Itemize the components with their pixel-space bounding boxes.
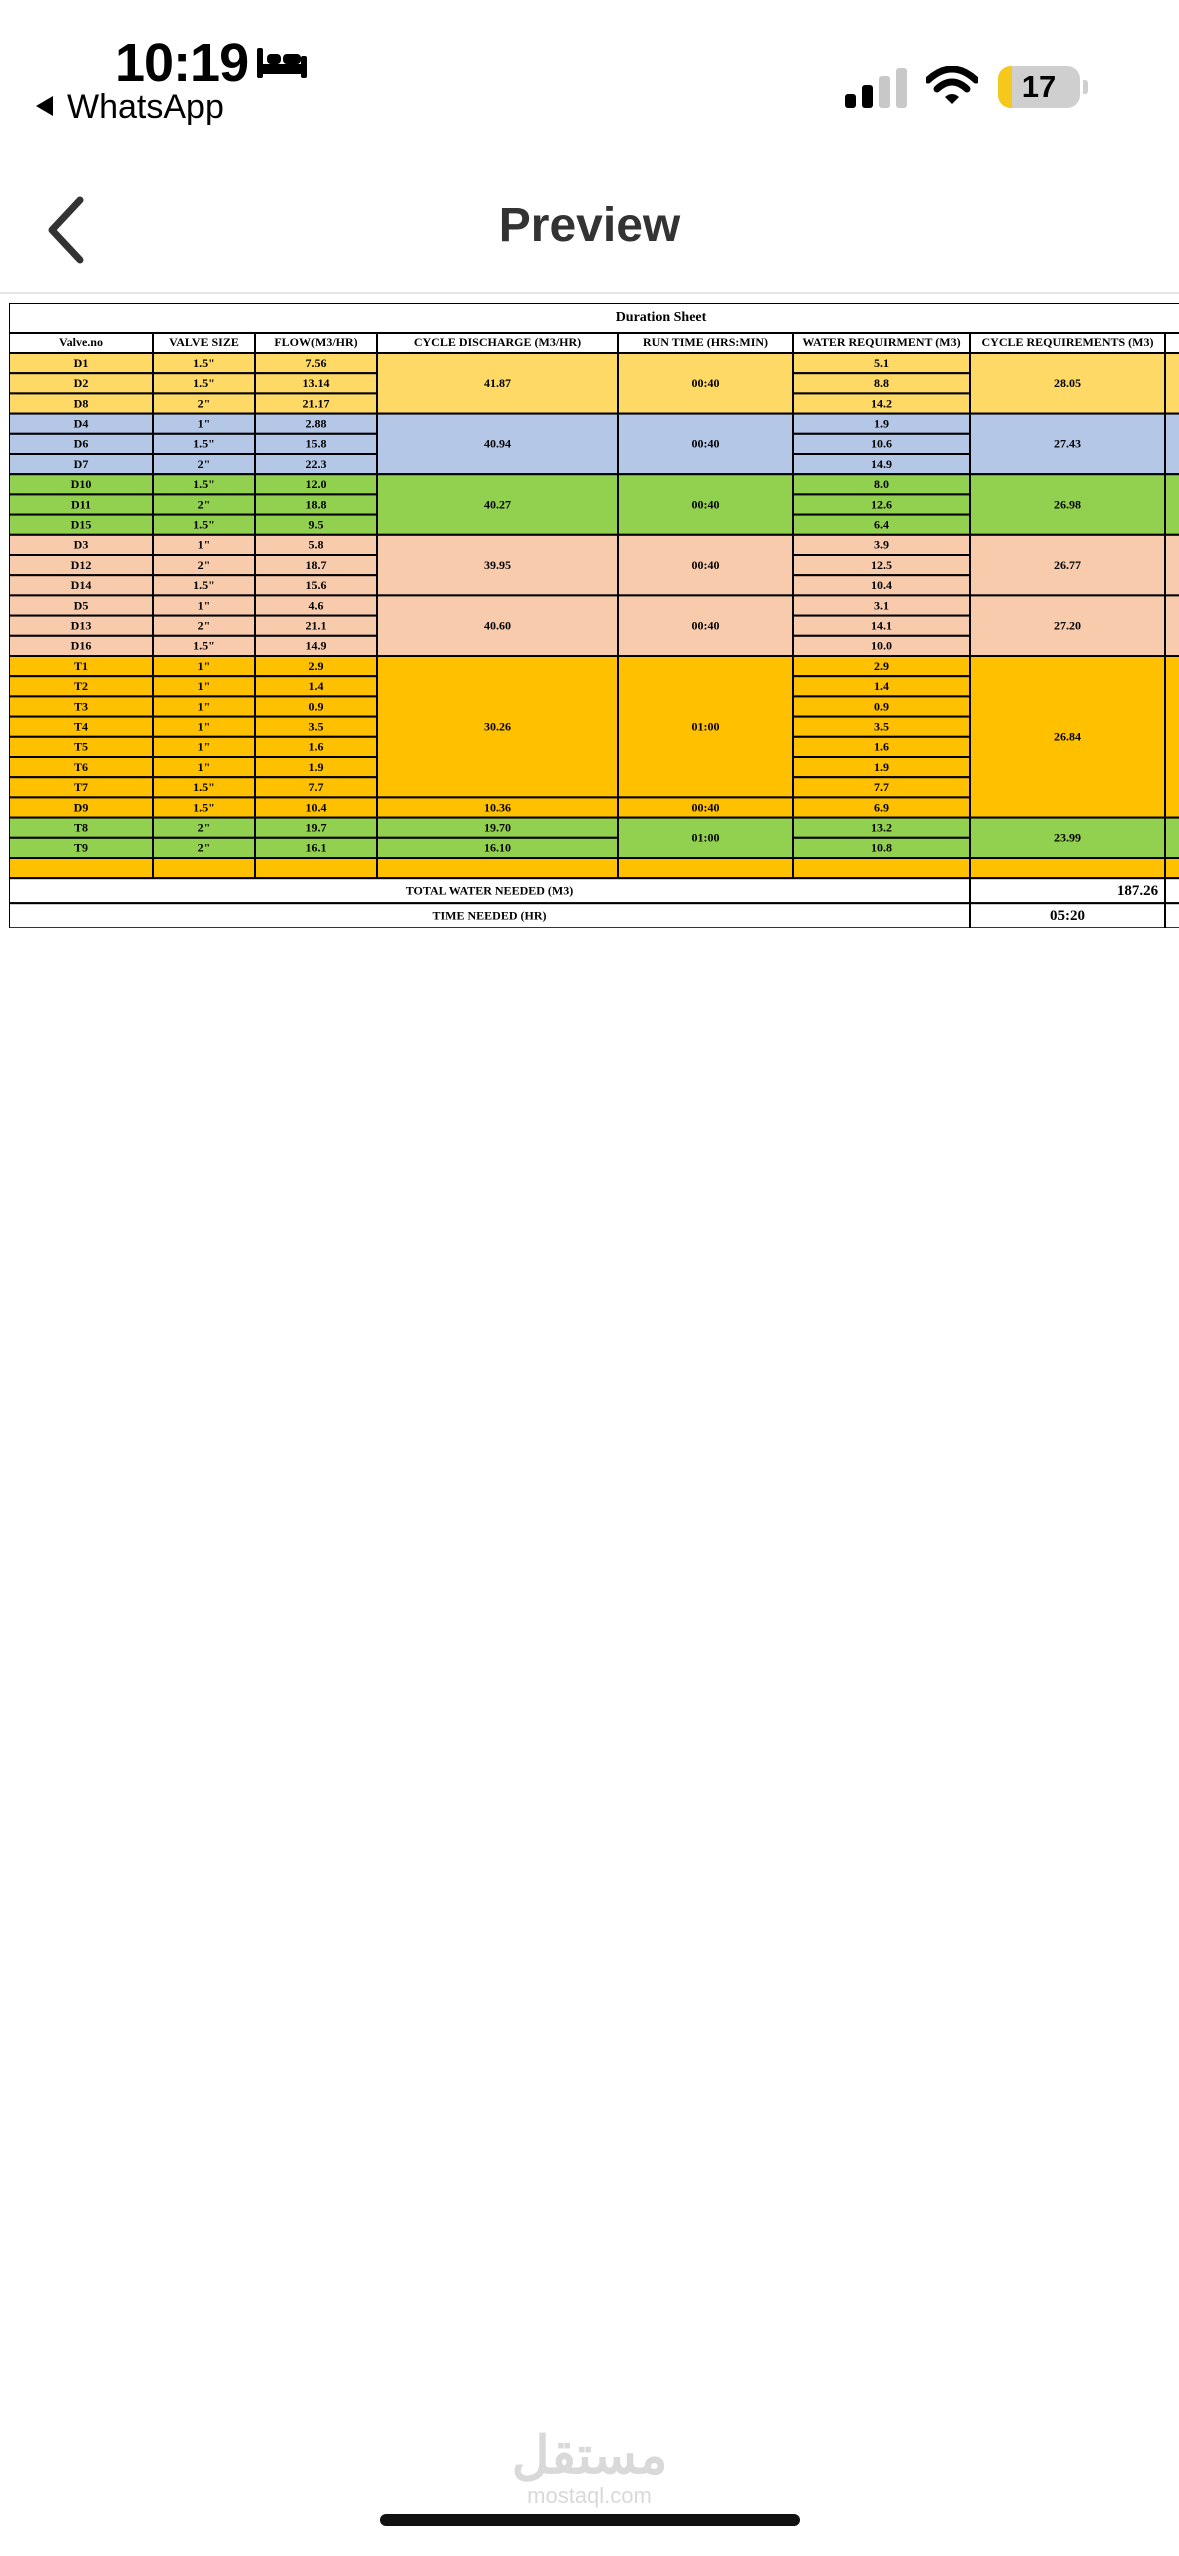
total-label: TOTAL WATER NEEDED (M3) <box>405 883 574 898</box>
cycle-requirement: 26.77 <box>1054 557 1081 572</box>
valve-size: 1.5" <box>193 800 215 815</box>
valve-size: 2" <box>197 497 211 512</box>
water-requirement: 12.5 <box>871 557 892 572</box>
valve-no: D12 <box>70 557 92 572</box>
valve-size: 1" <box>197 739 211 754</box>
nav-divider <box>0 292 1179 294</box>
valve-size: 1.5" <box>193 638 215 653</box>
sheet-title: Duration Sheet <box>615 310 707 326</box>
valve-size: 1.5" <box>193 780 215 795</box>
extra-column-cell <box>1165 656 1179 818</box>
flow-value: 1.6 <box>308 739 324 754</box>
valve-no: D5 <box>73 598 89 613</box>
cellular-signal-icon <box>845 68 907 108</box>
column-header: Valve.no <box>59 334 103 349</box>
flow-value: 21.1 <box>305 618 327 633</box>
valve-no: T5 <box>73 739 89 754</box>
flow-value: 7.7 <box>308 780 324 795</box>
flow-value: 18.8 <box>305 497 327 512</box>
valve-no: D11 <box>70 497 92 512</box>
extra-column-cell <box>1165 818 1179 858</box>
cycle-requirement: 26.98 <box>1054 497 1081 512</box>
valve-size: 1.5" <box>193 376 215 391</box>
cycle-discharge: 19.70 <box>484 820 511 835</box>
valve-no: T1 <box>73 658 89 673</box>
valve-size: 1.5" <box>193 517 215 532</box>
valve-size: 2" <box>197 840 211 855</box>
water-requirement-cell <box>793 858 970 878</box>
valve-size: 1" <box>197 537 211 552</box>
cycle-requirement: 28.05 <box>1054 376 1081 391</box>
water-requirement: 6.9 <box>874 800 889 815</box>
status-time: 10:19 <box>115 33 249 93</box>
valve-size: 2" <box>197 820 211 835</box>
extra-column-cell <box>1165 595 1179 656</box>
valve-no: D10 <box>70 477 92 492</box>
watermark <box>0 2428 1179 2508</box>
flow-value: 1.9 <box>308 759 324 774</box>
cycle-discharge: 40.27 <box>484 497 511 512</box>
water-requirement: 7.7 <box>874 780 889 795</box>
extra-column-cell <box>1165 535 1179 596</box>
extra-column-cell <box>1165 353 1179 414</box>
water-requirement: 10.8 <box>871 840 892 855</box>
back-app-label: WhatsApp <box>67 88 224 126</box>
page-title: Preview <box>498 199 681 252</box>
cycle-requirement: 26.84 <box>1054 729 1081 744</box>
cycle-requirement-cell <box>970 858 1165 878</box>
battery-indicator <box>998 66 1080 108</box>
valve-no: T8 <box>73 820 89 835</box>
flow-value: 10.4 <box>305 800 327 815</box>
cycle-requirement: 27.20 <box>1054 618 1081 633</box>
watermark-latin: mostaql.com <box>527 2483 652 2508</box>
valve-no: D14 <box>70 578 92 593</box>
cycle-discharge: 40.94 <box>484 436 511 451</box>
flow-value: 1.4 <box>308 679 324 694</box>
valve-size: 1" <box>197 759 211 774</box>
flow-value: 7.56 <box>305 355 327 370</box>
duration-sheet-preview[interactable] <box>9 303 1179 928</box>
water-requirement: 5.1 <box>874 355 889 370</box>
flow-value: 13.14 <box>302 376 330 391</box>
valve-no: T3 <box>73 699 89 714</box>
total-label: TIME NEEDED (HR) <box>432 908 547 923</box>
cycle-discharge: 16.10 <box>484 840 511 855</box>
cycle-discharge: 40.60 <box>484 618 511 633</box>
back-triangle-icon <box>36 96 53 116</box>
extra-column-cell <box>1165 474 1179 535</box>
column-header: RUN TIME (HRS:MIN) <box>642 334 769 349</box>
valve-size: 2" <box>197 456 211 471</box>
run-time-cell <box>618 858 793 878</box>
valve-no: D6 <box>73 436 89 451</box>
flow-value: 3.5 <box>308 719 324 734</box>
back-to-app-link[interactable] <box>36 88 224 127</box>
flow-value: 2.88 <box>305 416 327 431</box>
water-requirement: 14.2 <box>871 396 892 411</box>
water-requirement: 0.9 <box>874 699 889 714</box>
water-requirement: 10.4 <box>871 578 892 593</box>
cycle-discharge: 41.87 <box>484 376 511 391</box>
cycle-discharge: 30.26 <box>484 719 511 734</box>
valve-no: D3 <box>73 537 89 552</box>
wifi-icon <box>926 66 978 106</box>
water-requirement: 1.4 <box>874 679 889 694</box>
flow-value: 14.9 <box>305 638 327 653</box>
cycle-discharge: 10.36 <box>484 800 511 815</box>
cycle-requirement: 23.99 <box>1054 830 1081 845</box>
column-header: VALVE SIZE <box>169 334 239 349</box>
valve-size: 1.5" <box>193 477 215 492</box>
water-requirement: 6.4 <box>874 517 889 532</box>
valve-size: 2" <box>197 557 211 572</box>
header-cell <box>1165 333 1179 353</box>
run-time: 00:40 <box>691 618 720 633</box>
water-requirement: 13.2 <box>871 820 892 835</box>
run-time: 00:40 <box>691 800 720 815</box>
battery-percent: 17 <box>1021 69 1057 104</box>
total-value: 187.26 <box>1116 883 1159 900</box>
total-value: 05:20 <box>1050 908 1085 925</box>
valve-size-cell <box>153 858 255 878</box>
flow-value: 19.7 <box>305 820 327 835</box>
run-time: 00:40 <box>691 436 720 451</box>
battery-tip <box>1083 80 1088 94</box>
cycle-discharge-cell <box>377 858 618 878</box>
extra-column-cell <box>1165 414 1179 475</box>
flow-value: 22.3 <box>305 456 327 471</box>
flow-value: 9.5 <box>308 517 324 532</box>
valve-no: T4 <box>73 719 89 734</box>
flow-value: 2.9 <box>308 658 324 673</box>
column-header: CYCLE DISCHARGE (M3/HR) <box>413 334 582 349</box>
run-time: 00:40 <box>691 557 720 572</box>
run-time: 00:40 <box>691 376 720 391</box>
water-requirement: 10.0 <box>871 638 892 653</box>
valve-size: 1" <box>197 416 211 431</box>
water-requirement: 3.9 <box>874 537 889 552</box>
valve-no: D4 <box>73 416 89 431</box>
valve-no: D2 <box>73 376 89 391</box>
water-requirement: 1.6 <box>874 739 889 754</box>
valve-no: T7 <box>73 780 89 795</box>
extra-column-cell <box>1165 858 1179 878</box>
water-requirement: 14.1 <box>871 618 892 633</box>
column-header: WATER REQUIRMENT (M3) <box>802 334 961 349</box>
valve-no: D9 <box>73 800 89 815</box>
flow-value: 21.17 <box>302 396 330 411</box>
watermark-arabic: مستقل <box>511 2427 668 2485</box>
valve-size: 2" <box>197 618 211 633</box>
cycle-discharge: 39.95 <box>484 557 511 572</box>
total-extra-cell <box>1165 878 1179 903</box>
water-requirement: 12.6 <box>871 497 892 512</box>
status-bar <box>0 0 1179 150</box>
valve-no: D16 <box>70 638 92 653</box>
run-time: 01:00 <box>691 719 720 734</box>
water-requirement: 1.9 <box>874 416 889 431</box>
run-time: 01:00 <box>691 830 720 845</box>
duration-sheet-table <box>9 303 1179 928</box>
cycle-requirement: 27.43 <box>1054 436 1081 451</box>
column-header: FLOW(M3/HR) <box>274 334 358 349</box>
flow-cell <box>255 858 377 878</box>
valve-no: T2 <box>73 679 89 694</box>
valve-no: D15 <box>70 517 92 532</box>
valve-cell <box>9 858 153 878</box>
sheet-title-cell <box>9 303 1179 333</box>
water-requirement: 14.9 <box>871 456 892 471</box>
flow-value: 4.6 <box>308 598 324 613</box>
water-requirement: 10.6 <box>871 436 892 451</box>
flow-value: 15.8 <box>305 436 327 451</box>
valve-no: T9 <box>73 840 89 855</box>
water-requirement: 8.0 <box>874 477 889 492</box>
valve-size: 1.5" <box>193 355 215 370</box>
valve-no: D7 <box>73 456 89 471</box>
valve-size: 2" <box>197 396 211 411</box>
valve-size: 1" <box>197 658 211 673</box>
valve-size: 1" <box>197 679 211 694</box>
water-requirement: 3.1 <box>874 598 889 613</box>
valve-size: 1" <box>197 598 211 613</box>
valve-no: T6 <box>73 759 89 774</box>
flow-value: 16.1 <box>305 840 327 855</box>
flow-value: 0.9 <box>308 699 324 714</box>
water-requirement: 3.5 <box>874 719 889 734</box>
valve-size: 1.5" <box>193 436 215 451</box>
flow-value: 18.7 <box>305 557 327 572</box>
valve-no: D1 <box>73 355 89 370</box>
valve-no: D8 <box>73 396 89 411</box>
flow-value: 15.6 <box>305 578 327 593</box>
flow-value: 5.8 <box>308 537 324 552</box>
home-indicator[interactable] <box>380 2514 800 2526</box>
valve-no: D13 <box>70 618 92 633</box>
valve-size: 1" <box>197 719 211 734</box>
water-requirement: 1.9 <box>874 759 889 774</box>
water-requirement: 2.9 <box>874 658 889 673</box>
valve-size: 1.5" <box>193 578 215 593</box>
run-time: 00:40 <box>691 497 720 512</box>
flow-value: 12.0 <box>305 477 327 492</box>
sleep-mode-icon <box>255 46 309 80</box>
total-extra-cell <box>1165 903 1179 928</box>
column-header: CYCLE REQUIREMENTS (M3) <box>981 334 1154 349</box>
water-requirement: 8.8 <box>874 376 889 391</box>
valve-size: 1" <box>197 699 211 714</box>
